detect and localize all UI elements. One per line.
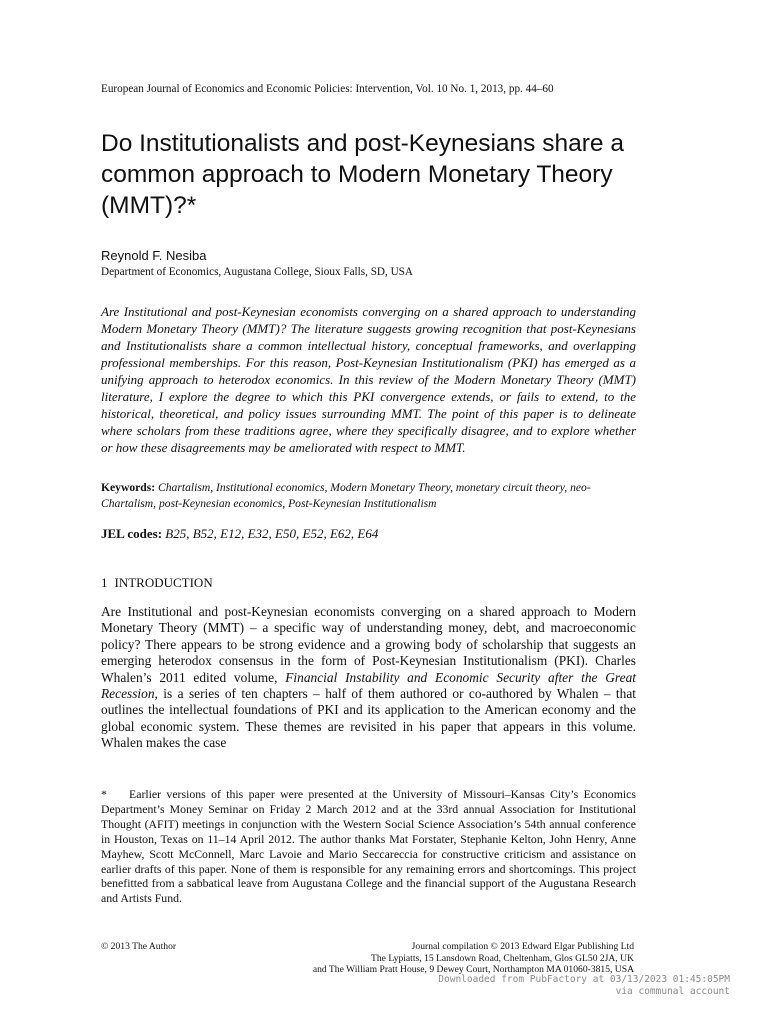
download-watermark-line-1: Downloaded from PubFactory at 03/13/2023 01:45:05PM bbox=[438, 974, 730, 985]
intro-text-part2: , is a series of ten chapters – half of them authored or co-authored by Whalen – that outlines the intellectual foundations of PKI and its application to the American economy and the global economic system. These themes are revisited in his paper that appears in this volume. Whalen makes the case bbox=[101, 686, 636, 751]
introduction-paragraph bbox=[101, 604, 636, 752]
publisher-info bbox=[251, 941, 634, 976]
download-watermark bbox=[438, 974, 730, 997]
publisher-line-3: and The William Pratt House, 9 Dewey Court, Northampton MA 01060-3815, USA bbox=[312, 964, 634, 976]
author-name: Reynold F. Nesiba bbox=[101, 248, 207, 263]
keywords-label: Keywords: bbox=[101, 481, 156, 494]
jel-text: B25, B52, E12, E32, E50, E52, E62, E64 bbox=[165, 526, 379, 541]
publisher-line-2: The Lypiatts, 15 Lansdown Road, Cheltenham, Glos GL50 2JA, UK bbox=[371, 952, 634, 964]
keywords bbox=[101, 480, 641, 512]
footnote bbox=[101, 787, 636, 906]
footnote-mark: * bbox=[101, 787, 107, 801]
download-watermark-line-2: via communal account bbox=[615, 985, 730, 997]
copyright-notice: © 2013 The Author bbox=[101, 941, 177, 952]
section-title: INTRODUCTION bbox=[114, 575, 213, 590]
author-affiliation: Department of Economics, Augustana College, Sioux Falls, SD, USA bbox=[101, 266, 413, 278]
jel-label: JEL codes: bbox=[101, 526, 163, 541]
article-title: Do Institutionalists and post-Keynesians share a common approach to Modern Monetary Theory (MMT)?* bbox=[101, 130, 624, 219]
abstract: Are Institutional and post-Keynesian economists converging on a shared approach to understanding Modern Monetary Theory (MMT)? The literature suggests growing recognition that post-Keynesians and Institutionalists share a common intellectual history, conceptual frameworks, and overlapping professional memberships. For this reason, Post-Keynesian Institutionalism (PKI) has emerged as a unifying approach to heterodox economics. In this review of the Modern Monetary Theory (MMT) literature, I explore the degree to which this PKI convergence extends, or fails to extend, to the historical, theoretical, and policy issues surrounding MMT. The point of this paper is to delineate where scholars from these traditions agree, where they specifically disagree, and to explore whether or how these disagreements may be ameliorated with respect to MMT. bbox=[101, 304, 636, 455]
intro-book-title: Financial Instability and Economic Security after the Great Recession bbox=[101, 669, 636, 702]
section-heading-introduction bbox=[101, 575, 220, 591]
intro-text-part1: Are Institutional and post-Keynesian economists converging on a shared approach to Modern Monetary Theory (MMT) – a specific way of understanding money, debt, and macroeconomic policy? There appears to be strong evidence and a growing body of scholarship that suggests an emerging heterodox consensus in the form of Post-Keynesian Institutionalism (PKI). Charles Whalen’s 2011 edited volume, bbox=[101, 604, 636, 685]
keywords-text: Chartalism, Institutional economics, Modern Monetary Theory, monetary circuit theory, neo-Chartalism, post-Keynesian economics, Post-Keynesian Institutionalism bbox=[101, 481, 591, 510]
section-number: 1 bbox=[101, 575, 108, 590]
footnote-text: Earlier versions of this paper were presented at the University of Missouri–Kansas City’s Economics Department’s Money Seminar on Friday 2 March 2012 and at the 33rd annual Association for Institutional Thought (AFIT) meetings in conjunction with the Western Social Science Association’s 54th annual conference in Houston, Texas on 11–14 April 2012. The author thanks Mat Forstater, Stephanie Kelton, John Henry, Anne Mayhew, Scott McConnell, Marc Lavoie and Mario Seccareccia for constructive criticism and assistance on earlier drafts of this paper. None of them is responsible for any remaining errors and shortcomings. This project benefitted from a sabbatical leave from Augustana College and the financial support of the Augustana Research and Artists Fund. bbox=[101, 787, 636, 906]
journal-header: European Journal of Economics and Economic Policies: Intervention, Vol. 10 No. 1, 2013, pp. 44–60 bbox=[101, 83, 554, 95]
publisher-line-1: Journal compilation © 2013 Edward Elgar Publishing Ltd bbox=[411, 941, 634, 952]
jel-codes bbox=[101, 526, 378, 542]
